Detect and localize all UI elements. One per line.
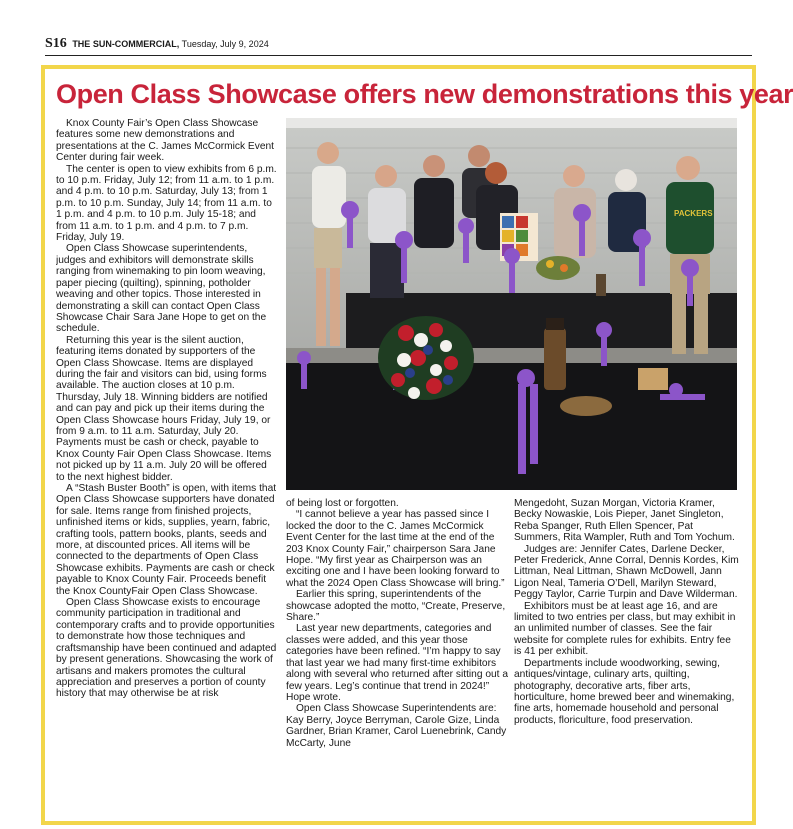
- paragraph: Returning this year is the silent auction, featuring items donated by supporters of the Open Class Showcase. Items are displayed during the fair and visitors can bid, using forms available. The auction closes at 10 p.m. Thursday, July 18. Winning bidders are notified and can pay and pick up their items during the Open Class Showcase hours Friday, July 19, or from 9 a.m. to 11 a.m. Saturday, July 20. Payments must be cash or check, payable to Knox County Fair Open Class Showcase. Items not picked up by 11 a.m. July 20 will be offered to the next highest bidder.: [56, 334, 272, 483]
- paragraph: Earlier this spring, superintendents of the showcase adopted the motto, “Create, Preserve, Share.”: [286, 589, 506, 624]
- paragraph: A “Stash Buster Booth” is open, with items that Open Class Showcase supporters have donated for sale. Items range from finished projects, unfinished items or kids, supplies, yearn, fabric, crafting tools, pattern books, plants, seeds and more, at discounted prices. All items will be connected to the departments of Open Class Showcase exhibits. Payments are cash or check payable to Knox County Fair. Proceeds benefit the Knox CountyFair Open Class Showcase.: [56, 483, 277, 597]
- article-column-3: [514, 498, 739, 808]
- paragraph: Departments include woodworking, sewing, antiques/vintage, culinary arts, quilting, photography, decorative arts, fiber arts, horticulture, home brewed beer and winemaking, fine arts, homemade household and personal products, floriculture, food preservation.: [514, 657, 735, 726]
- paragraph: Open Class Showcase exists to encourage community participation in traditional and contemporary crafts and to provide opportunities to demonstrate how those techniques and craftsmanship have been continued and adapted by present generations. Showcasing the work of artisans and makers promotes the cultural appreciation and preserves a portion of county history that may otherwise be at risk: [56, 597, 277, 700]
- paragraph: Judges are: Jennifer Cates, Darlene Decker, Peter Frederick, Anne Corral, Dennis Kordes, Kim Littman, Neal Littman, Shawn McDowell, Jann Ligon Neal, Tameria O’Dell, Marilyn Steward, Peggy Taylor, Carrie Turpin and Dave Wilderman.: [514, 543, 739, 601]
- paragraph: Last year new departments, categories and classes were added, and this year those categories have been refined. “I’m happy to say that last year we had many first-time exhibitors along with several who returned after sitting out a few years. Leg’s continue that trend in 2024!” Hope wrote.: [286, 623, 508, 703]
- page-number: S16: [45, 36, 67, 51]
- paragraph: Mengedoht, Suzan Morgan, Victoria Kramer, Becky Nowaskie, Lois Pieper, Janet Singleton, Reba Spanger, Ruth Ellen Spencer, Pat Summers, Rita Wampler, Ruth and Tom Yochum.: [514, 498, 735, 544]
- paragraph: The center is open to view exhibits from 6 p.m. to 10 p.m. Friday, July 12; from 11 a.m. to 1 p.m. and 4 p.m. to 10 p.m. Saturday, July 13; from 1 p.m. to 10 p.m. Sunday, July 14; from 11 a.m. to 1 p.m. and 4 p.m. to 10 p.m. July 15-18; and from 11 a.m. to 1 p.m. and 4 p.m. to 7 p.m. Friday, July 19.: [56, 163, 277, 244]
- group-photo: [286, 118, 737, 490]
- paragraph: Exhibitors must be at least age 16, and are limited to two entries per class, but may exhibit in an unlimited number of classes. See the fair website for complete rules for exhibits. Entry fee is 41 per exhibit.: [514, 600, 736, 658]
- header-rule: [45, 55, 752, 56]
- article-column-1: [56, 118, 278, 808]
- article-headline: Open Class Showcase offers new demonstrations this year: [56, 79, 793, 109]
- shirt-text: PACKERS: [674, 209, 713, 218]
- paragraph: of being lost or forgotten.: [286, 498, 399, 509]
- newspaper-name: THE SUN-COMMERCIAL,: [72, 39, 180, 49]
- flower-arrangement: [378, 316, 474, 400]
- paragraph: Open Class Showcase Superintendents are: Kay Berry, Joyce Berryman, Carole Gize, Linda Gardner, Brian Kramer, Carol Luenebrink, Candy McCarty, June: [286, 703, 507, 749]
- issue-date: Tuesday, July 9, 2024: [181, 39, 269, 49]
- paragraph: Knox County Fair’s Open Class Showcase features some new demonstrations and presentations at the C. James McCormick Event Center during fair week.: [56, 118, 274, 164]
- paragraph: “I cannot believe a year has passed since I locked the door to the C. James McCormick Event Center for the last time at the end of the 203 Knox County Fair,” chairperson Sara Jane Hope. “My first year as Chairperson was an exciting one and I have been looking forward to what the 2024 Open Class Showcase will bring.”: [286, 509, 505, 589]
- paragraph: Open Class Showcase superintendents, judges and exhibitors will demonstrate skills ranging from winemaking to pin loom weaving, paper piecing (quilting), spinning, potholder weaving and other topics. Those interested in demonstrating a skill can contact Open Class Showcase Chair Sara Jane Hope to get on the schedule.: [56, 243, 267, 335]
- page-folio: [45, 38, 269, 50]
- article-column-2: [286, 498, 508, 808]
